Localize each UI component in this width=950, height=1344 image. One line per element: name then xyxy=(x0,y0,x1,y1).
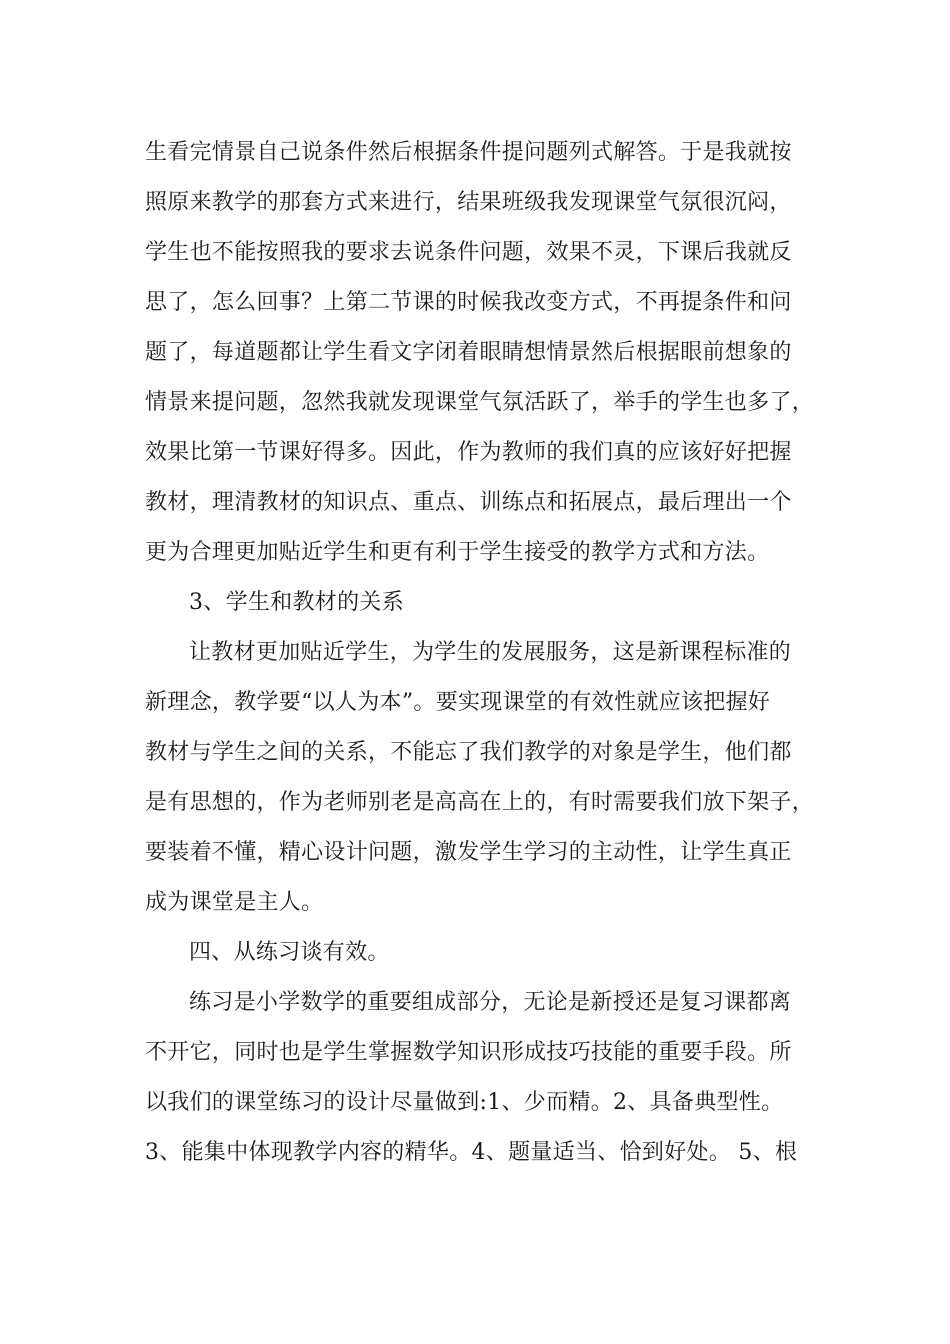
text-line: 题了，每道题都让学生看文字闭着眼睛想情景然后根据眼前想象的 xyxy=(145,340,792,365)
text-line: 四、从练习谈有效。 xyxy=(189,940,390,965)
text-line: 是有思想的，作为老师别老是高高在上的，有时需要我们放下架子， xyxy=(145,790,815,815)
text-line: 3、学生和教材的关系 xyxy=(189,590,404,615)
text-line: 不开它，同时也是学生掌握数学知识形成技巧技能的重要手段。所 xyxy=(145,1040,792,1065)
text-line: 成为课堂是主人。 xyxy=(145,890,324,915)
paragraph xyxy=(145,628,815,928)
text-line: 生看完情景自己说条件然后根据条件提问题列式解答。于是我就按 xyxy=(145,140,792,165)
document-body xyxy=(145,128,815,1178)
paragraph xyxy=(145,128,815,578)
text-line: 要装着不懂，精心设计问题，激发学生学习的主动性，让学生真正 xyxy=(145,840,792,865)
text-line: 情景来提问题，忽然我就发现课堂气氛活跃了，举手的学生也多了， xyxy=(145,390,815,415)
text-line: 练习是小学数学的重要组成部分，无论是新授还是复习课都离 xyxy=(189,990,792,1015)
text-line: 教材，理清教材的知识点、重点、训练点和拓展点，最后理出一个 xyxy=(145,490,792,515)
text-line: 学生也不能按照我的要求去说条件问题，效果不灵，下课后我就反 xyxy=(145,240,792,265)
paragraph xyxy=(145,978,805,1178)
text-line: 思了，怎么回事？上第二节课的时候我改变方式，不再提条件和问 xyxy=(145,290,792,315)
text-line: 以我们的课堂练习的设计尽量做到:1、少而精。2、具备典型性。 xyxy=(145,1090,784,1115)
text-line: 教材与学生之间的关系，不能忘了我们教学的对象是学生，他们都 xyxy=(145,740,792,765)
text-line: 更为合理更加贴近学生和更有利于学生接受的教学方式和方法。 xyxy=(145,540,770,565)
text-line: 效果比第一节课好得多。因此，作为教师的我们真的应该好好把握 xyxy=(145,440,792,465)
text-line: 新理念，教学要“以人为本”。要实现课堂的有效性就应该把握好 xyxy=(145,690,771,715)
text-line: 让教材更加贴近学生，为学生的发展服务，这是新课程标准的 xyxy=(189,640,792,665)
text-line: 3、能集中体现教学内容的精华。4、题量适当、恰到好处。 5、根 xyxy=(145,1140,798,1165)
section-heading xyxy=(145,928,805,978)
text-line: 照原来教学的那套方式来进行，结果班级我发现课堂气氛很沉闷， xyxy=(145,190,792,215)
section-heading xyxy=(145,578,805,628)
